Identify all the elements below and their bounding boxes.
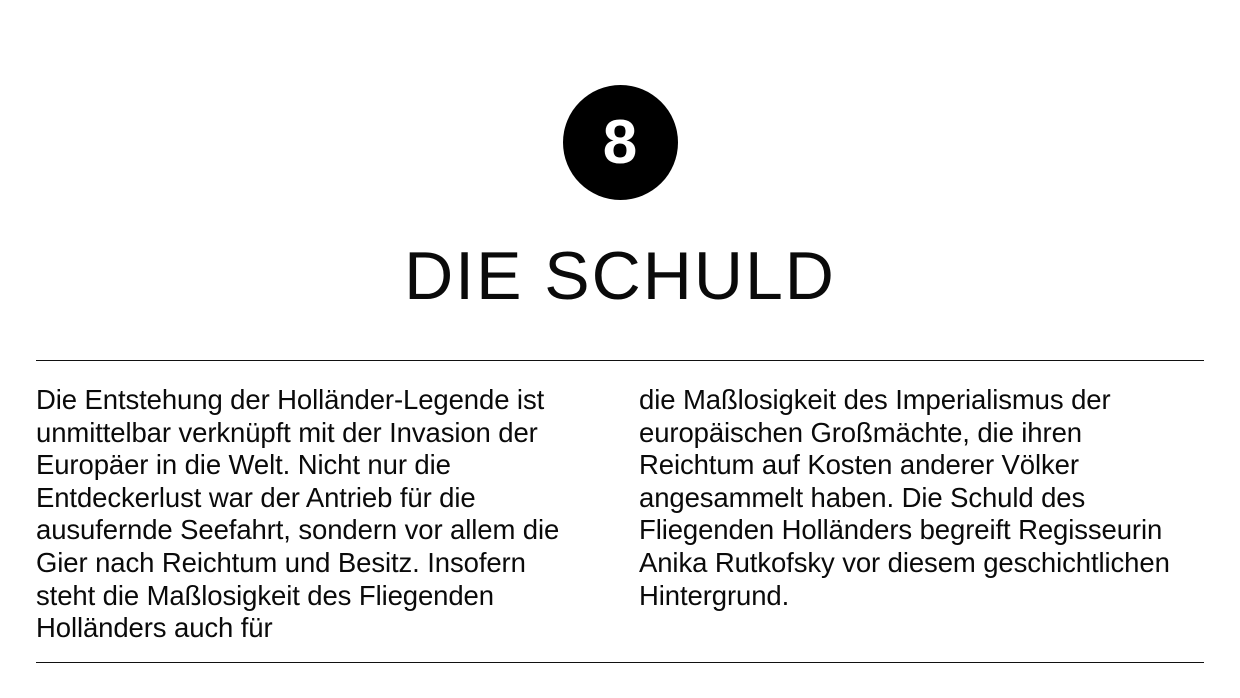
body-paragraph-left: Die Entstehung der Holländer-Legende ist unmittelbar verknüpft mit der Invasion der Europäer in die Welt. Nicht nur die Entdeckerlust war der Antrieb für die ausufernde Seefahrt, sondern vor allem die Gier nach Reichtum und Besitz. Insofern steht die Maßlosigkeit des Fliegenden Holländers auch für xyxy=(36,384,560,644)
body-columns xyxy=(36,384,1204,645)
divider-bottom xyxy=(36,662,1204,663)
chapter-number-badge-wrapper xyxy=(0,0,1240,200)
body-paragraph-right: die Maßlosigkeit des Imperialismus der europäischen Großmächte, die ihren Reichtum auf Kosten anderer Völker angesammelt haben. Die Schuld des Fliegenden Holländers begreift Regisseurin Anika Rutkofsky vor diesem geschichtlichen Hintergrund. xyxy=(639,384,1170,611)
column-right xyxy=(639,384,1174,645)
page-title: DIE SCHULD xyxy=(404,238,836,314)
column-left xyxy=(36,384,571,645)
divider-top xyxy=(36,360,1204,361)
chapter-number-badge: 8 xyxy=(563,85,678,200)
